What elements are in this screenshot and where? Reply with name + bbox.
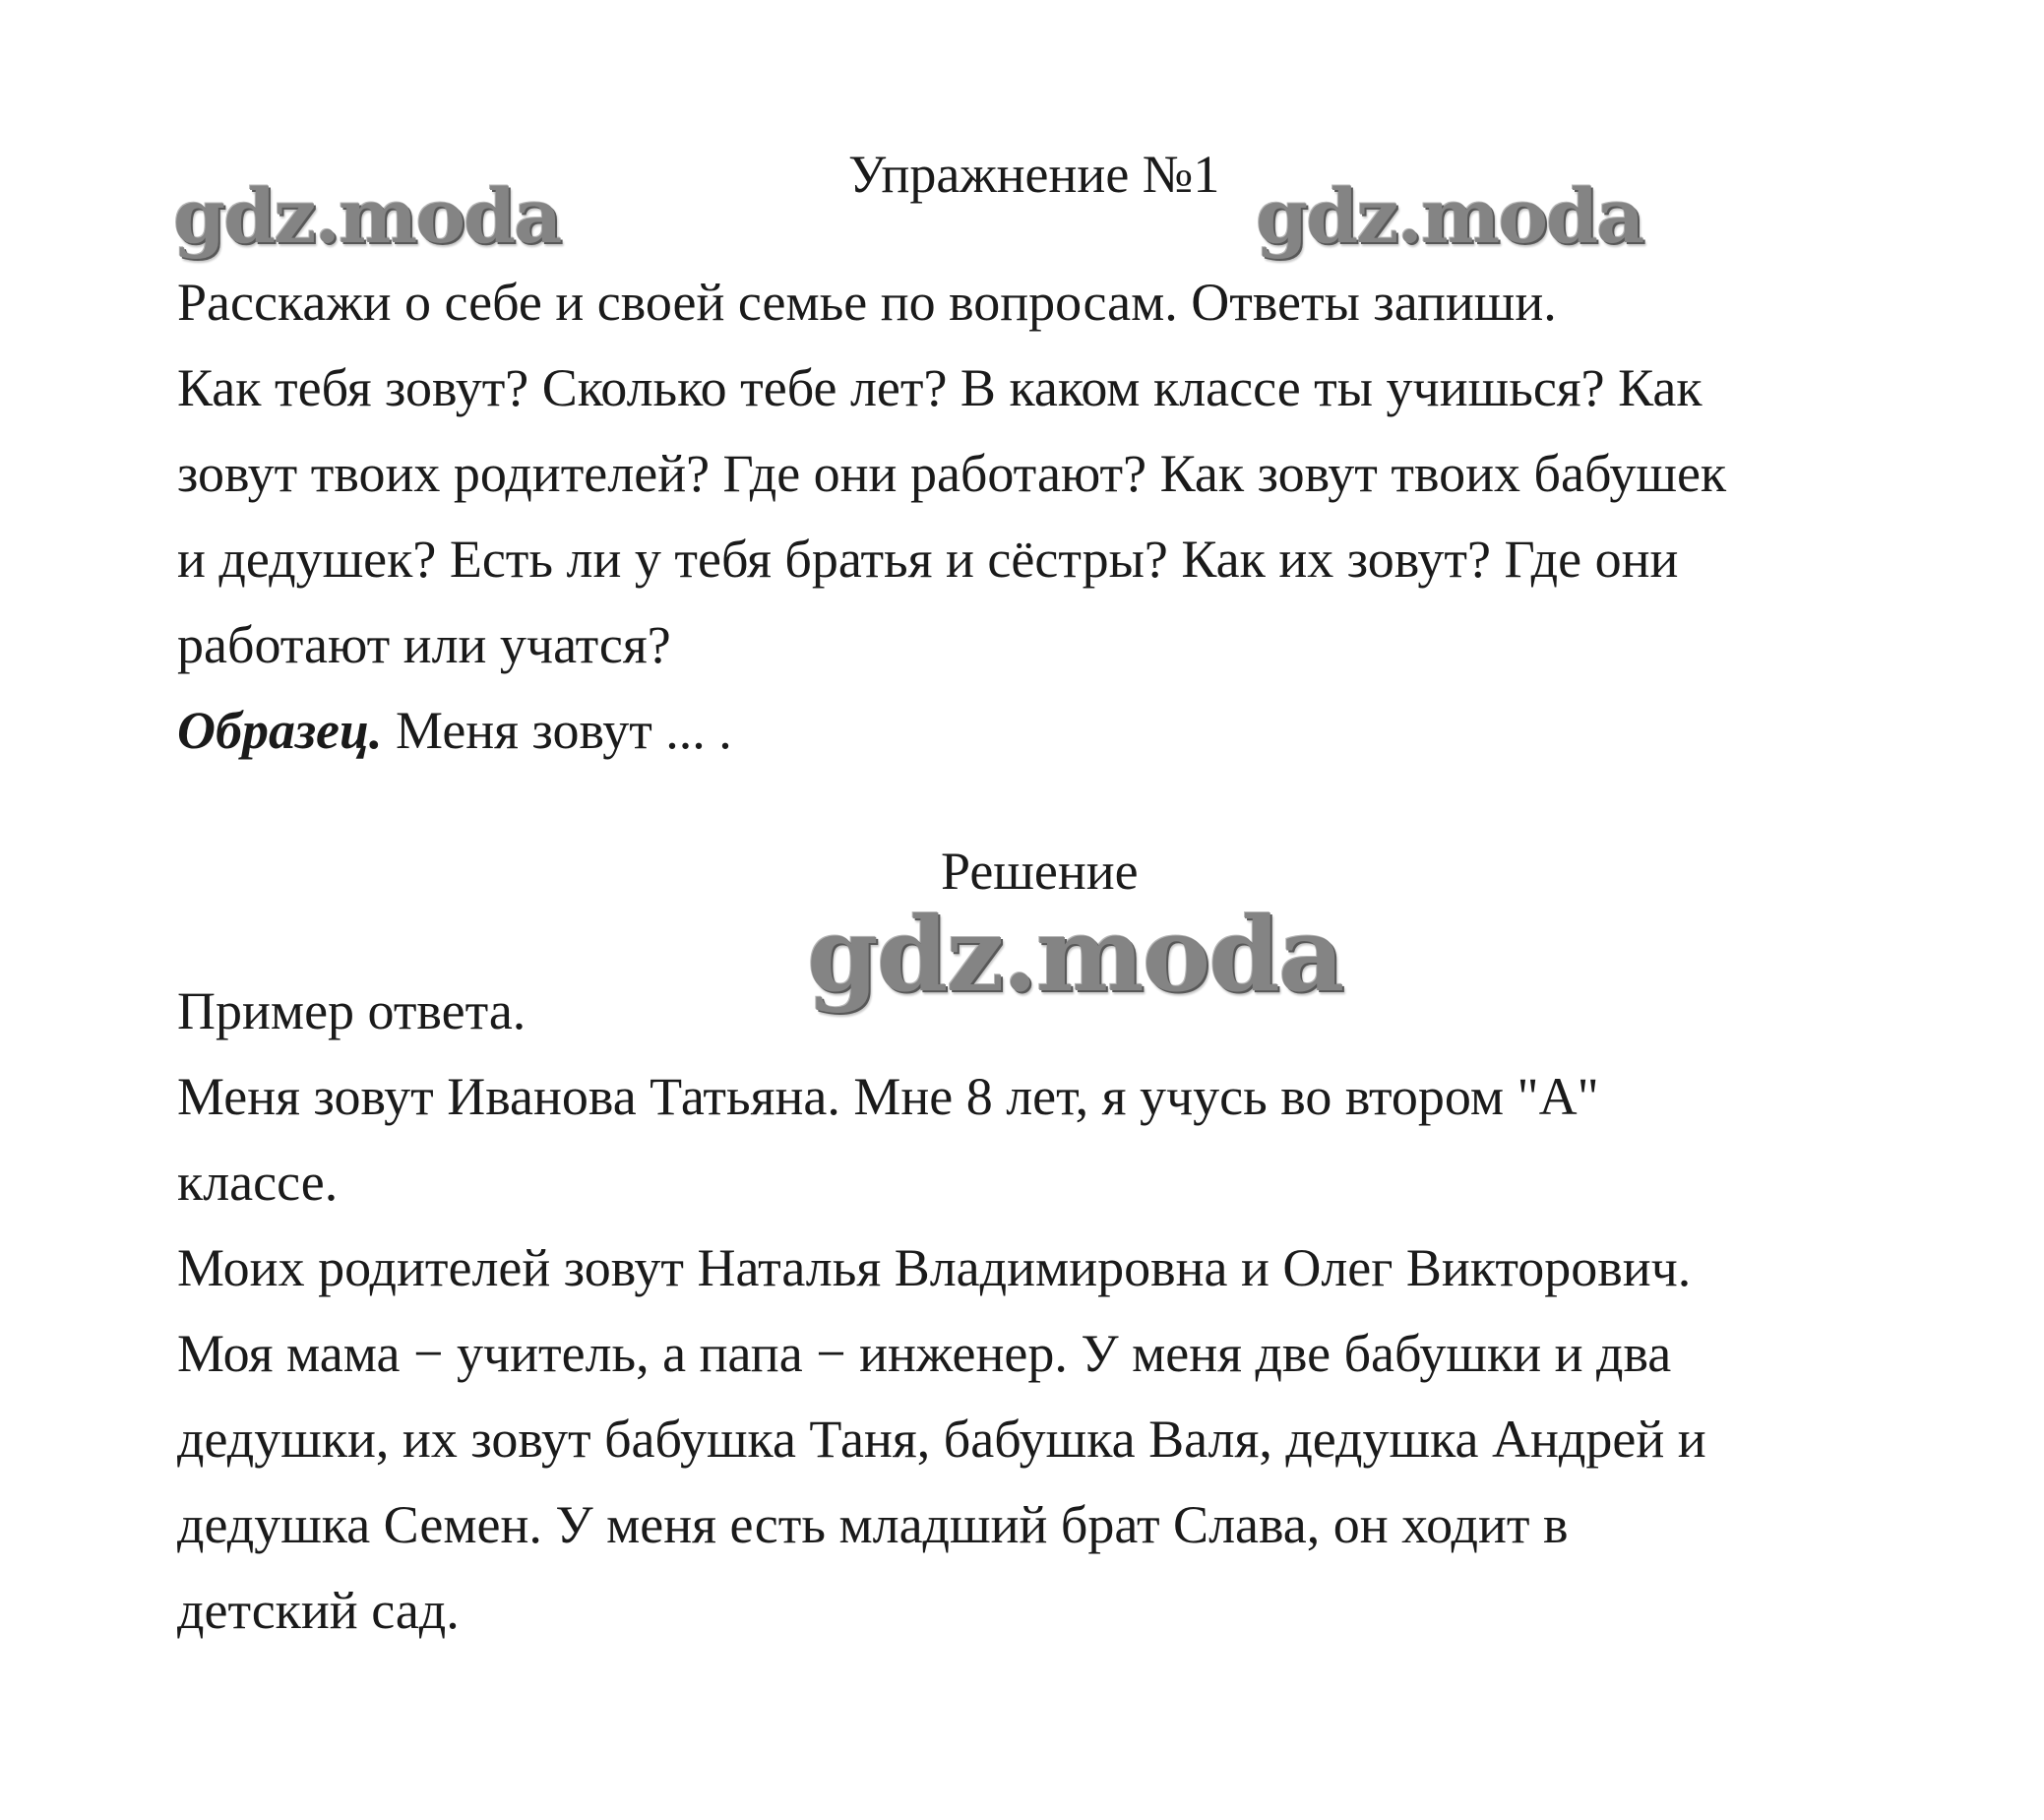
answer-line: Меня зовут Иванова Татьяна. Мне 8 лет, я учусь во втором "А" (177, 1067, 1599, 1126)
task-line: и дедушек? Есть ли у тебя братья и сёстры? Как их зовут? Где они (177, 530, 1679, 589)
task-line: работают или учатся? (177, 615, 671, 674)
solution-text (177, 969, 1929, 1654)
answer-line: Моих родителей зовут Наталья Владимировна и Олег Викторович. (177, 1238, 1692, 1297)
watermark-logo-left: gdz.moda (173, 172, 561, 260)
task-text (177, 260, 1929, 774)
task-line: Расскажи о себе и своей семье по вопросам. Ответы запиши. (177, 273, 1557, 332)
exercise-title: Упражнение №1 (848, 145, 1220, 204)
answer-line: дедушки, их зовут бабушка Таня, бабушка Валя, дедушка Андрей и (177, 1410, 1706, 1469)
answer-line: Моя мама − учитель, а папа − инженер. У меня две бабушки и два (177, 1324, 1672, 1383)
answer-line: классе. (177, 1153, 339, 1212)
answer-line: дедушка Семен. У меня есть младший брат Слава, он ходит в (177, 1495, 1569, 1554)
answer-line: детский сад. (177, 1581, 460, 1640)
watermark-logo-right: gdz.moda (1256, 172, 1643, 260)
watermark-logo-center: gdz.moda (807, 894, 1343, 1015)
sample-label: Образец. (177, 701, 383, 760)
sample-text: Меня зовут ... . (382, 701, 732, 760)
sample-line (177, 688, 1929, 774)
task-line: Как тебя зовут? Сколько тебе лет? В каком классе ты учишься? Как (177, 358, 1703, 417)
solution-intro: Пример ответа. (177, 981, 526, 1040)
solution-title: Решение (941, 842, 1139, 901)
task-line: зовут твоих родителей? Где они работают? Как зовут твоих бабушек (177, 444, 1727, 503)
